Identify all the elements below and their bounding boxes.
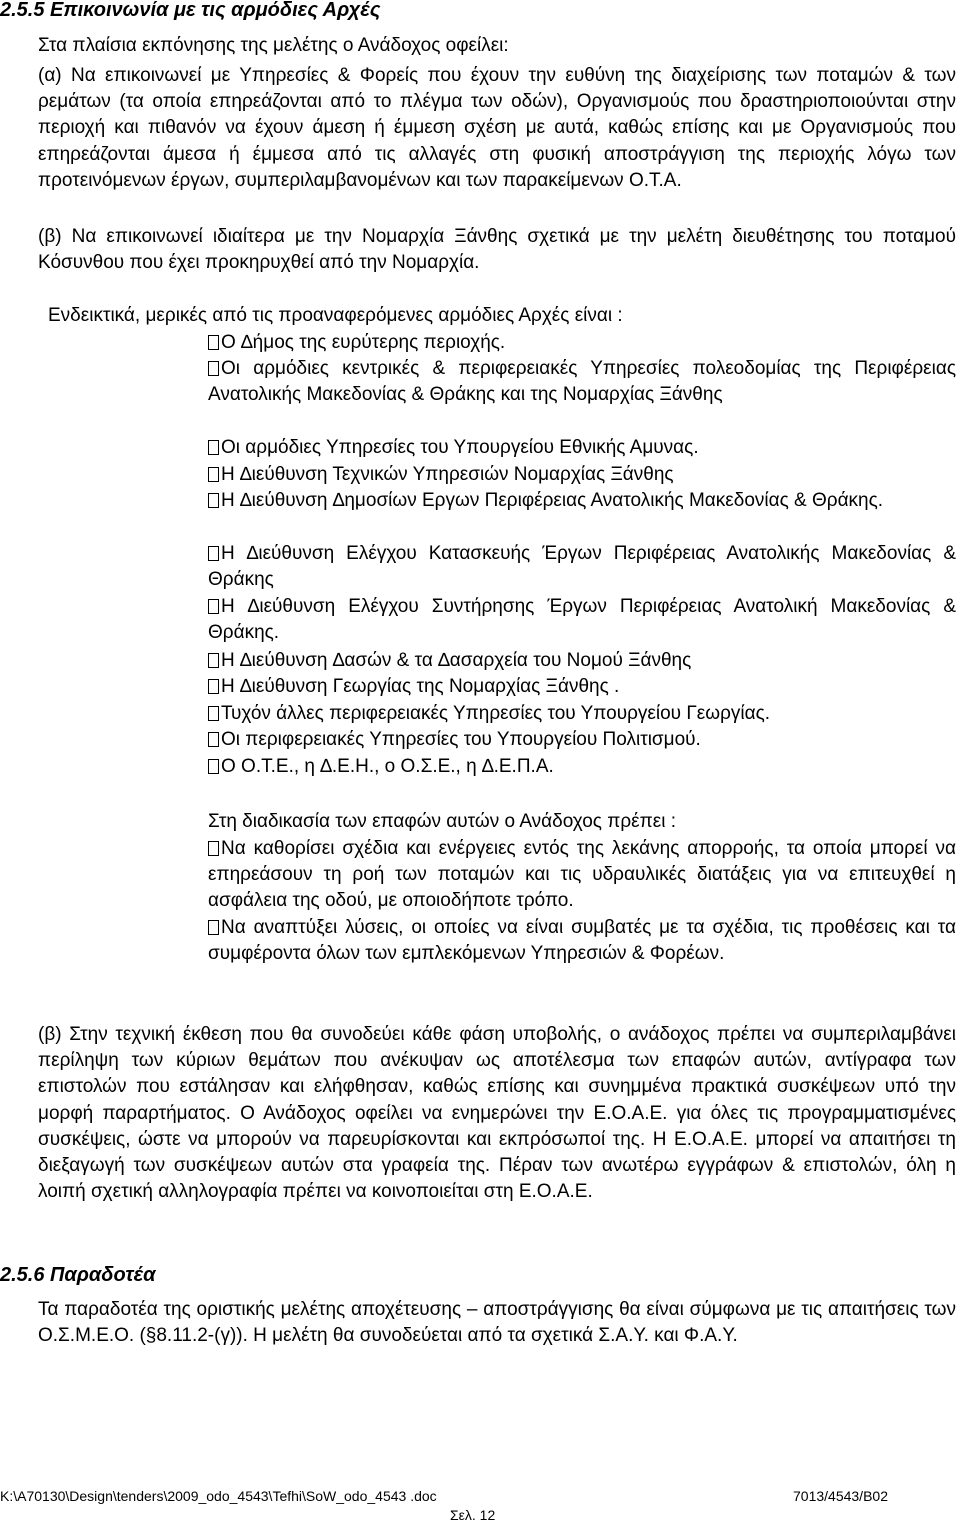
contacts-intro: Στη διαδικασία των επαφών αυτών ο Ανάδοχος πρέπει : bbox=[208, 811, 676, 832]
authority-text: Οι περιφερειακές Υπηρεσίες του Υπουργείου Πολιτισμού. bbox=[221, 729, 701, 750]
checkbox-icon bbox=[208, 706, 219, 721]
contact-item bbox=[208, 836, 956, 915]
authority-item bbox=[208, 594, 956, 646]
contact-item bbox=[208, 915, 956, 967]
authority-text: Η ∆ιεύθυνση Τεχνικών Υπηρεσιών Νομαρχίας Ξάνθης bbox=[221, 464, 674, 485]
authority-item bbox=[208, 356, 956, 408]
checkbox-icon bbox=[208, 467, 219, 482]
checkbox-icon bbox=[208, 335, 219, 350]
checkbox-icon bbox=[208, 653, 219, 668]
checkbox-icon bbox=[208, 841, 219, 856]
authority-text: Η ∆ιεύθυνση ∆ασών & τα ∆ασαρχεία του Νομού Ξάνθης bbox=[221, 650, 692, 671]
authority-item bbox=[208, 541, 956, 593]
authority-item bbox=[208, 701, 956, 727]
section-heading-2-5-6: 2.5.6 Παραδοτέα bbox=[0, 1264, 156, 1286]
checkbox-icon bbox=[208, 440, 219, 455]
intro-text: Στα πλαίσια εκπόνησης της μελέτης ο Ανάδοχος οφείλει: bbox=[38, 35, 509, 56]
checkbox-icon bbox=[208, 361, 219, 376]
checkbox-icon bbox=[208, 920, 219, 935]
authority-text: Η ∆ιεύθυνση Γεωργίας της Νομαρχίας Ξάνθης . bbox=[221, 676, 620, 697]
page-number: Σελ. 12 bbox=[450, 1507, 496, 1523]
authority-text: Τυχόν άλλες περιφερειακές Υπηρεσίες του Υπουργείου Γεωργίας. bbox=[221, 703, 771, 724]
authority-text: Ο ∆ήμος της ευρύτερης περιοχής. bbox=[221, 332, 506, 353]
authority-text: Οι αρμόδιες κεντρικές & περιφερειακές Υπηρεσίες πολεοδομίας της Περιφέρειας Ανατολικής Μακεδονίας & Θράκης και της Νομαρχίας Ξάνθης bbox=[208, 358, 956, 406]
paragraph-b: (β) Να επικοινωνεί ιδιαίτερα με την Νομαρχία Ξάνθης σχετικά με την μελέτη διευθέτησης του ποταμού Κόσυνθου που έχει προκηρυχθεί από την Νομαρχία. bbox=[38, 226, 956, 274]
footer-code: 7013/4543/B02 bbox=[793, 1488, 888, 1504]
authority-item bbox=[208, 488, 956, 514]
authority-text: Οι αρμόδιες Υπηρεσίες του Υπουργείου Εθνικής Αμυνας. bbox=[221, 437, 699, 458]
paragraph-b2: (β) Στην τεχνική έκθεση που θα συνοδεύει κάθε φάση υποβολής, ο ανάδοχος πρέπει να συμπεριλαμβάνει περίληψη των κύριων θεμάτων που ανέκυψαν ως αποτέλεσμα των επαφών αυτών, αντίγραφα των επιστολών που εστάλησαν και ελήφθησαν, καθώς επίσης και συνημμένα πρακτικά συσκέψεων υπό την μορφή παραρτήματος. Ο Ανάδοχος οφείλει να ενημερώνει την Ε.Ο.Α.Ε. για όλες τις προγραμματισμένες συσκέψεις, ώστε να μπορούν να παρευρίσκονται και εκπρόσωποί της. Η Ε.Ο.Α.Ε. μπορεί να απαιτήσει τη διεξαγωγή των συσκέψεων αυτών στα γραφεία της. Πέραν των ανωτέρω εγγράφων & επιστολών, όλη η λοιπή σχετική αλληλογραφία πρέπει να κοινοποιείται στη Ε.Ο.Α.Ε. bbox=[38, 1024, 956, 1203]
deliverables-paragraph: Τα παραδοτέα της οριστικής μελέτης αποχέτευσης – αποστράγγισης θα είναι σύμφωνα με τις απαιτήσεις των Ο.Σ.Μ.Ε.Ο. (§8.11.2-(γ)). Η μελέτη θα συνοδεύεται από τα σχετικά Σ.Α.Υ. και Φ.Α.Υ. bbox=[38, 1299, 956, 1347]
contact-text: Να αναπτύξει λύσεις, οι οποίες να είναι συμβατές με τα σχέδια, τις προθέσεις και τα συμφέροντα όλων των εμπλεκόμενων Υπηρεσιών & Φορέων. bbox=[208, 917, 956, 965]
checkbox-icon bbox=[208, 599, 219, 614]
authority-item bbox=[208, 727, 956, 753]
checkbox-icon bbox=[208, 493, 219, 508]
authority-item bbox=[208, 674, 956, 700]
authority-text: Η ∆ιεύθυνση Ελέγχου Κατασκευής Έργων Περιφέρειας Ανατολικής Μακεδονίας & Θράκης bbox=[208, 543, 956, 591]
authority-item bbox=[208, 648, 956, 674]
footer-path: K:\A70130\Design\tenders\2009_odo_4543\Tefhi\SoW_odo_4543 .doc bbox=[0, 1488, 437, 1504]
authority-text: Ο Ο.Τ.Ε., η ∆.Ε.Η., ο Ο.Σ.Ε., η ∆.Ε.Π.Α. bbox=[221, 756, 554, 777]
authority-item bbox=[208, 462, 956, 488]
checkbox-icon bbox=[208, 546, 219, 561]
authority-text: Η ∆ιεύθυνση ∆ημοσίων Εργων Περιφέρειας Ανατολικής Μακεδονίας & Θράκης. bbox=[221, 490, 884, 511]
checkbox-icon bbox=[208, 679, 219, 694]
contact-text: Να καθορίσει σχέδια και ενέργειες εντός της λεκάνης απορροής, τα οποία μπορεί να επηρεάσουν τη ροή των ποταμών και τις υδραυλικές διατάξεις για να επιτευχθεί η ασφάλεια της οδού, με οποιοδήποτε τρόπο. bbox=[208, 838, 956, 912]
authorities-intro: Ενδεικτικά, μερικές από τις προαναφερόμενες αρμόδιες Αρχές είναι : bbox=[48, 305, 623, 326]
paragraph-a: (α) Να επικοινωνεί με Υπηρεσίες & Φορείς που έχουν την ευθύνη της διαχείρισης των ποταμών & των ρεμάτων (τα οποία επηρεάζονται από το πλέγμα των οδών), Οργανισμούς που δραστηριοποιούνται στην περιοχή και πιθανόν να έχουν άμεση ή έμμεση σχέση με αυτά, καθώς επίσης και με Οργανισμούς που επηρεάζονται άμεσα ή έμμεσα από τις αλλαγές στη φυσική αποστράγγιση της περιοχής λόγω των προτεινόμενων έργων, συμπεριλαμβανομένων και των παρακείμενων Ο.Τ.Α. bbox=[38, 65, 956, 191]
checkbox-icon bbox=[208, 732, 219, 747]
authority-item bbox=[208, 754, 956, 780]
checkbox-icon bbox=[208, 759, 219, 774]
authority-text: Η ∆ιεύθυνση Ελέγχου Συντήρησης Έργων Περιφέρειας Ανατολική Μακεδονίας & Θράκης. bbox=[208, 596, 956, 644]
section-heading-2-5-5: 2.5.5 Επικοινωνία με τις αρμόδιες Αρχές bbox=[0, 0, 381, 21]
authority-item bbox=[208, 435, 956, 461]
authority-item bbox=[208, 330, 956, 356]
